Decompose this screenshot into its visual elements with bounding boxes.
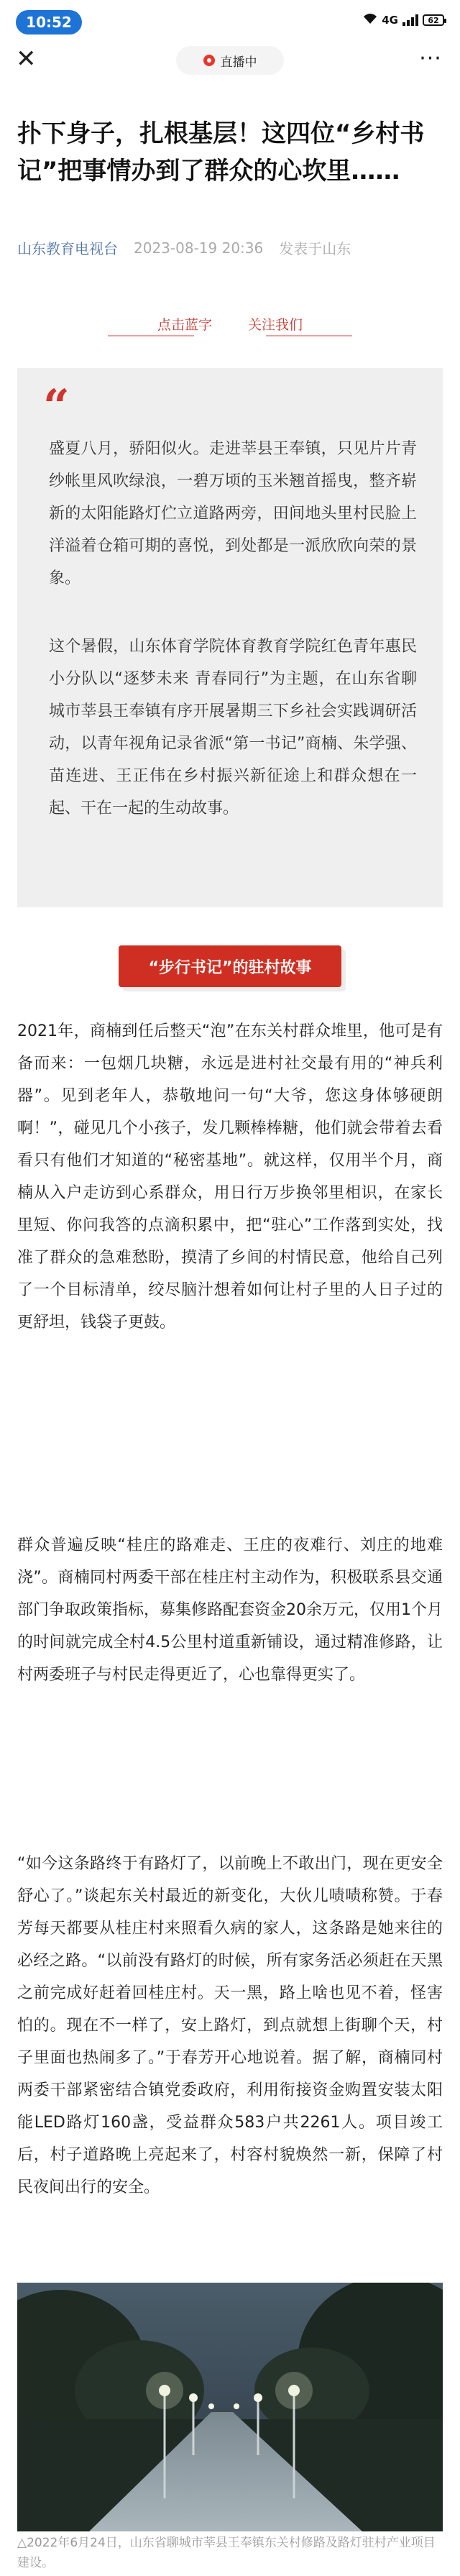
article-datetime: 2023-08-19 20:36	[134, 239, 264, 257]
follow-underline-right	[266, 335, 352, 336]
follow-left-text: 点击蓝字	[157, 316, 212, 333]
follow-underline-left	[108, 335, 194, 336]
section-heading-text: “步行书记”的驻村故事	[148, 958, 312, 977]
more-icon[interactable]: ···	[419, 46, 442, 71]
article-source-link[interactable]: 山东教育电视台	[17, 240, 118, 257]
article-location: 发表于山东	[279, 240, 351, 257]
live-button[interactable]	[176, 46, 284, 75]
follow-right-text: 关注我们	[248, 316, 303, 333]
article-meta	[17, 237, 443, 258]
follow-banner[interactable]	[108, 311, 352, 336]
intro-paragraph-2: 这个暑假，山东体育学院体育教育学院红色青年惠民小分队以“逐梦未来 青春同行”为主题，在山东省聊城市莘县王奉镇有序开展暑期三下乡社会实践调研活动，以青年视角记录省派“第一书记”商楠、朱学强、苗连进、王正伟在乡村振兴新征途上和群众想在一起、干在一起的生动故事。	[49, 638, 417, 817]
status-time: 10:52	[16, 10, 82, 35]
intro-paragraph-1: 盛夏八月，骄阳似火。走进莘县王奉镇，只见片片青纱帐里风吹绿浪，一碧万顷的玉米翘首摇曳，整齐崭新的太阳能路灯伫立道路两旁，田间地头里村民脸上洋溢着仓箱可期的喜悦，到处都是一派欣欣向荣的景象。	[49, 440, 417, 587]
live-label: 直播中	[220, 55, 257, 70]
road-lights-photo	[17, 2283, 443, 2531]
wifi-icon	[363, 13, 377, 27]
body-paragraph-1: 2021年，商楠到任后整天“泡”在东关村群众堆里，他可是有备而来：一包烟几块糖，永远是进村社交最有用的“神兵利器”。见到老年人，恭敬地问一句“大爷，您这身体够硬朗啊！”，碰见几个小孩子，发几颗棒棒糖，他们就会带着去看看只有他们才知道的“秘密基地”。就这样，仅用半个月，商楠从入户走访到心系群众，用日行万步换邻里相识，在家长里短、你问我答的点滴积累中，把“驻心”工作落到实处，找准了群众的急难愁盼，摸清了乡间的村情民意，他给自己列了一个目标清单，绞尽脑汁想着如何让村子里的人日子过的更舒坦，钱袋子更鼓。	[17, 1022, 443, 1331]
status-bar	[0, 0, 460, 39]
battery-icon	[423, 14, 444, 26]
battery-level: 62	[428, 15, 439, 25]
signal-icon	[402, 14, 418, 26]
live-icon	[203, 55, 215, 66]
road-photo-illustration	[17, 2283, 443, 2531]
intro-quote-box	[17, 368, 443, 907]
body-paragraph-3: “如今这条路终于有路灯了，以前晚上不敢出门，现在更安全舒心了。”谈起东关村最近的新变化，大伙儿啧啧称赞。于春芳每天都要从桂庄村来照看久病的家人，这条路是她来往的必经之路。“以前没有路灯的时候，所有家务活必须赶在天黑之前完成好赶着回桂庄村。天一黑，路上啥也见不着，怪害怕的。现在不一样了，安上路灯，到点就想上街聊个天，村子里面也热闹多了。”于春芳开心地说着。据了解，商楠同村两委干部紧密结合镇党委政府，利用衔接资金购置安装太阳能LED路灯160盏，受益群众583户共2261人。项目竣工后，村子道路晚上亮起来了，村容村貌焕然一新，保障了村民夜间出行的安全。	[17, 1855, 443, 2196]
close-icon[interactable]: ✕	[16, 45, 37, 73]
quote-mark-icon: “	[43, 380, 70, 434]
article-title: 扑下身子，扎根基层！这四位“乡村书记”把事情办到了群众的心坎里……	[17, 119, 425, 185]
network-label: 4G	[382, 14, 398, 27]
status-icons	[363, 13, 444, 27]
body-paragraph-2: 群众普遍反映“桂庄的路难走、王庄的夜难行、刘庄的地难浇”。商楠同村两委干部在桂庄村主动作为，积极联系县交通部门争取政策指标，募集修路配套资金20余万元，仅用1个月的时间就完成全村4.5公里村道重新铺设，通过精准修路，让村两委班子与村民走得更近了，心也靠得更实了。	[17, 1536, 443, 1684]
section-heading	[119, 945, 341, 987]
photo-caption: △2022年6月24日，山东省聊城市莘县王奉镇东关村修路及路灯驻村产业项目建设。	[17, 2536, 436, 2570]
nav-bar	[0, 39, 460, 81]
